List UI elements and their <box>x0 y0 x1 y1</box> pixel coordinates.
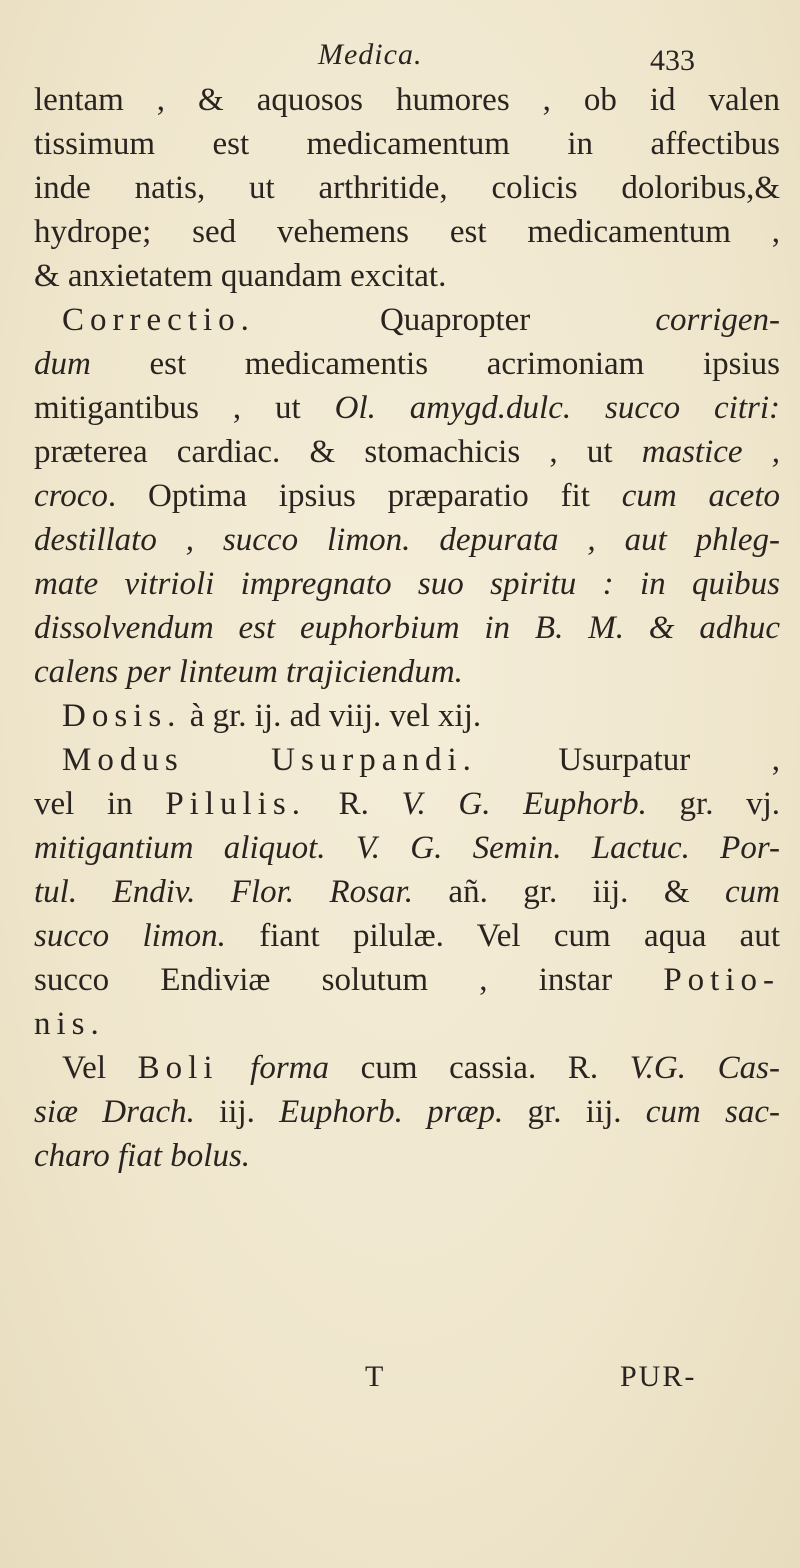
text-run: añ. gr. iij. & <box>412 874 726 910</box>
text-line-13: dissolvendum est euphorbium in B. M. & adhuc <box>34 610 780 646</box>
text-run: iij. <box>194 1094 280 1130</box>
italic-run: corrigen- <box>655 302 780 338</box>
text-run: mitigantibus , ut <box>34 390 301 426</box>
italic-run: cum <box>725 874 780 910</box>
text-line-14: calens per linteum trajiciendum. <box>34 654 463 690</box>
text-line-24 <box>34 1090 780 1134</box>
text-run: . Optima ipsius præparatio fit <box>107 478 622 514</box>
text-run: à gr. ij. ad viij. vel xij. <box>181 698 482 734</box>
italic-run: succo limon. <box>34 918 226 954</box>
text-run: fiant pilulæ. Vel cum aqua aut <box>225 918 780 954</box>
text-line-17 <box>34 782 780 826</box>
text-run: Usurpatur , <box>476 742 780 778</box>
text-line-15 <box>34 694 780 738</box>
text-line-21 <box>34 958 780 1002</box>
text-line-5: & anxietatem quandam excitat. <box>34 258 447 294</box>
italic-run: croco <box>34 478 108 514</box>
text-line-23 <box>34 1046 780 1090</box>
italic-run: siæ Drach. <box>34 1094 195 1130</box>
italic-run: V. G. Euphorb. <box>401 786 647 822</box>
text-line-16 <box>34 738 780 782</box>
text-line-1: lentam , & aquosos humores , ob id valen <box>34 82 780 118</box>
italic-run: Euphorb. præp. <box>279 1094 504 1130</box>
italic-run: dum <box>34 346 91 382</box>
section-heading-dosis: Dosis. <box>62 698 182 734</box>
text-line-20 <box>34 914 780 958</box>
page-footer <box>0 1360 800 1410</box>
text-line-25: charo fiat bolus. <box>34 1138 251 1174</box>
text-line-7 <box>34 342 780 386</box>
text-line-3: inde natis, ut arthritide, colicis doloribus,& <box>34 170 780 206</box>
text-line-2: tissimum est medicamentum in affectibus <box>34 126 780 162</box>
running-title: Medica. <box>318 38 423 71</box>
text-run: R. <box>305 786 402 822</box>
italic-run: forma <box>250 1050 330 1086</box>
text-line-22 <box>34 1002 780 1046</box>
text-line-19 <box>34 870 780 914</box>
text-line-10 <box>34 474 780 518</box>
page-number: 433 <box>650 44 695 77</box>
small-caps-run: Boli <box>137 1050 219 1086</box>
text-line-8 <box>34 386 780 430</box>
italic-run: mastice , <box>641 434 781 470</box>
small-caps-run: nis. <box>34 1006 105 1042</box>
signature-mark: T <box>365 1360 384 1393</box>
text-line-12: mate vitrioli impregnato suo spiritu : in quibus <box>34 566 780 602</box>
small-caps-run: Potio- <box>663 962 780 998</box>
italic-run: V.G. Cas- <box>629 1050 780 1086</box>
italic-run: Ol. amygd.dulc. succo citri: <box>334 390 781 426</box>
text-run: vel in <box>34 786 133 822</box>
catchword: PUR- <box>620 1360 697 1393</box>
text-run <box>219 1050 251 1086</box>
text-run: succo Endiviæ solutum , instar <box>34 962 613 998</box>
page-header <box>0 30 800 77</box>
text-run: Quapropter <box>254 302 656 338</box>
body-text <box>34 78 780 1178</box>
text-line-4: hydrope; sed vehemens est medicamentum , <box>34 214 780 250</box>
text-run: præterea cardiac. & stomachicis , ut <box>34 434 613 470</box>
italic-run: cum aceto <box>621 478 780 514</box>
text-line-6 <box>34 298 780 342</box>
section-heading-correctio: Correctio. <box>62 302 255 338</box>
small-caps-run: Pilulis. <box>165 786 306 822</box>
italic-run: tul. Endiv. Flor. Rosar. <box>34 874 413 910</box>
section-heading-modus-usurpandi: Modus Usurpandi. <box>62 742 477 778</box>
text-run: gr. iij. <box>503 1094 646 1130</box>
italic-run: cum sac- <box>645 1094 780 1130</box>
text-run: cum cassia. R. <box>329 1050 630 1086</box>
text-run: gr. vj. <box>646 786 781 822</box>
text-line-9 <box>34 430 780 474</box>
text-run: Vel <box>62 1050 138 1086</box>
text-line-18: mitigantium aliquot. V. G. Semin. Lactuc. Por- <box>34 830 780 866</box>
text-run: est medicamentis acrimoniam ipsius <box>90 346 780 382</box>
text-line-11: destillato , succo limon. depurata , aut phleg- <box>34 522 780 558</box>
